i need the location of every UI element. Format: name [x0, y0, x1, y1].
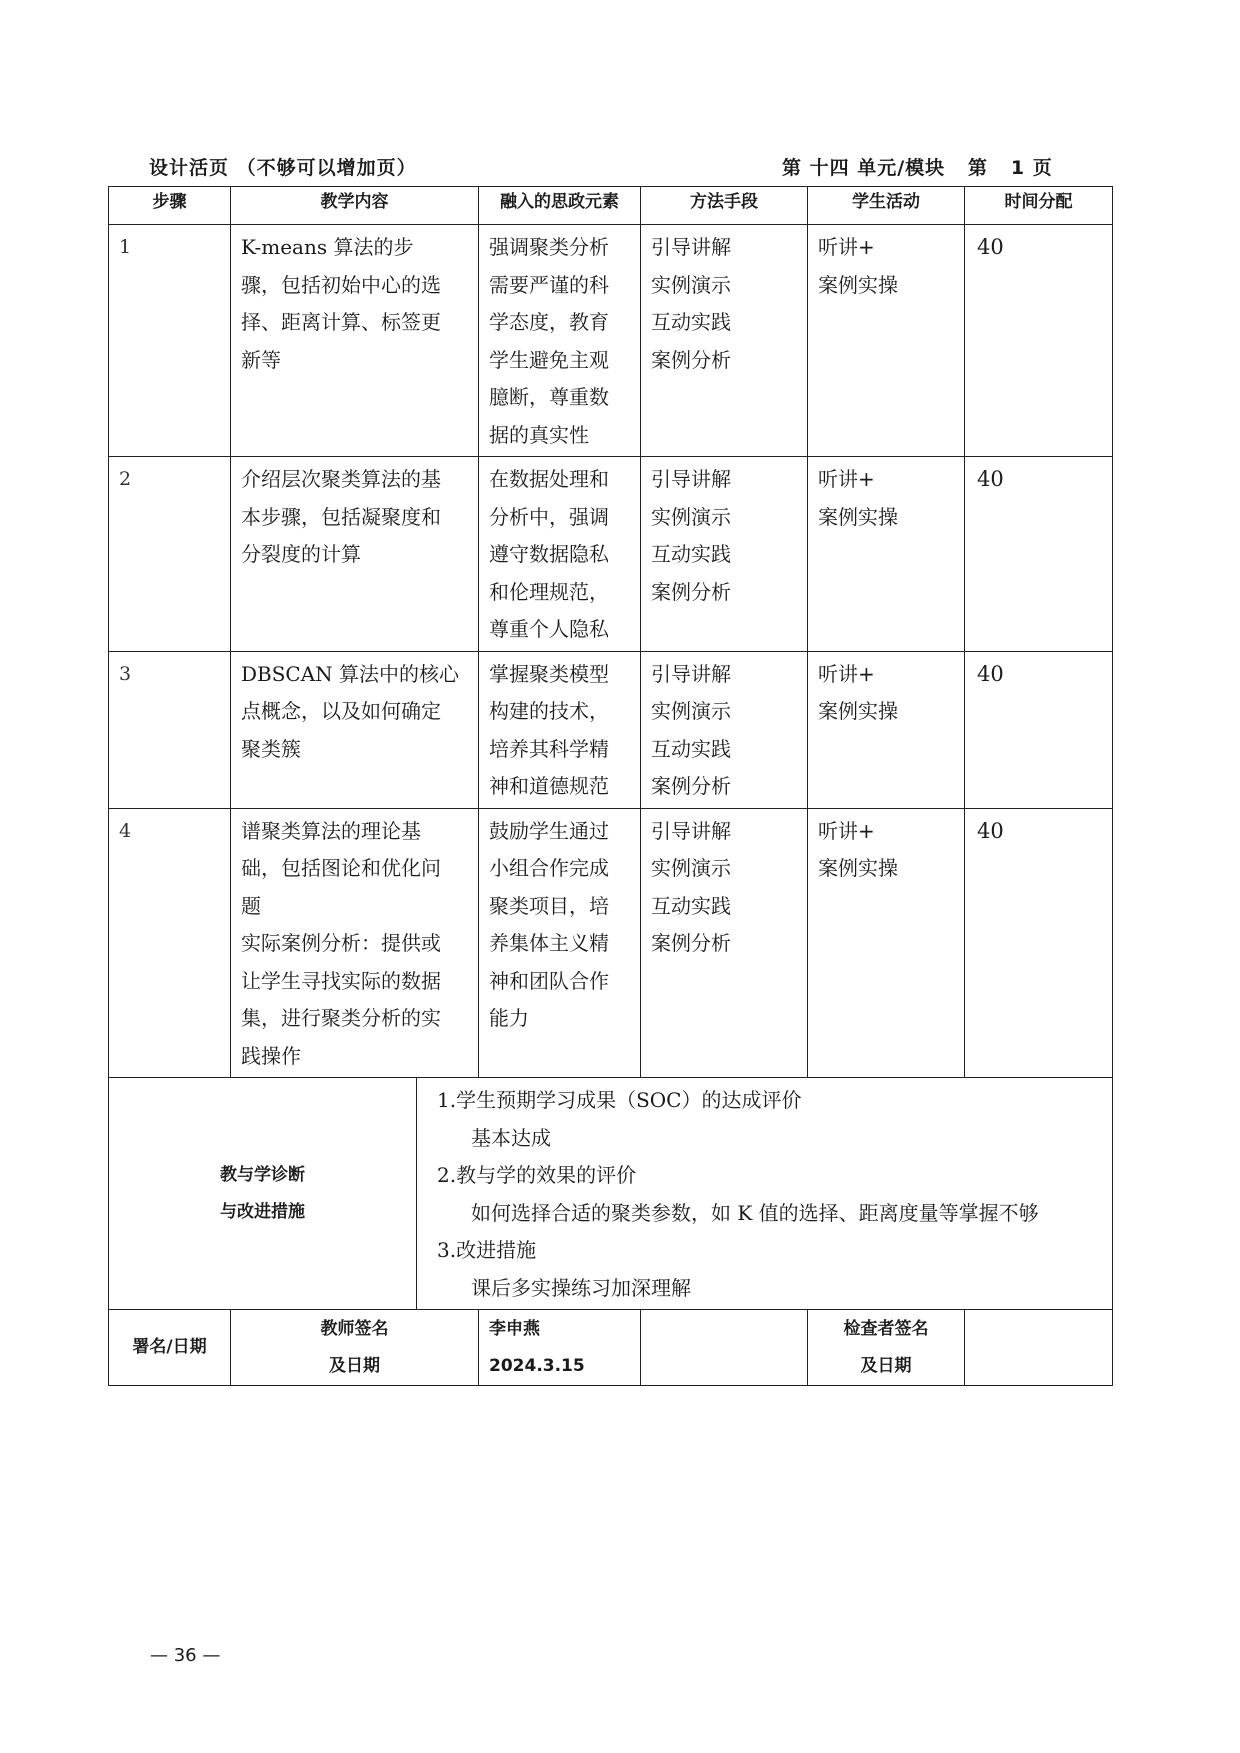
time-cell: 40: [965, 808, 1113, 1078]
time-cell: 40: [965, 651, 1113, 808]
page-header-unit: 第 十四 单元/模块 第 1 页: [782, 157, 1053, 179]
column-header-step: 步骤: [109, 187, 231, 225]
checker-signature-label: 检查者签名 及日期: [808, 1310, 965, 1386]
table-row: [109, 808, 1113, 1078]
table-row: [109, 651, 1113, 808]
table-row: [109, 457, 1113, 652]
step-cell: 1: [109, 225, 231, 457]
diagnosis-label: 教与学诊断 与改进措施: [109, 1078, 417, 1310]
ideology-cell: 强调聚类分析 需要严谨的科 学态度，教育 学生避免主观 臆断，尊重数 据的真实性: [479, 225, 641, 457]
content-cell: K-means 算法的步 骤，包括初始中心的选 择、距离计算、标签更 新等: [231, 225, 479, 457]
method-cell: 引导讲解 实例演示 互动实践 案例分析: [641, 457, 808, 652]
diagnosis-item-title: 1.学生预期学习成果（SOC）的达成评价: [437, 1088, 802, 1112]
page-header-title: 设计活页 （不够可以增加页）: [149, 157, 417, 179]
activity-cell: 听讲+ 案例实操: [808, 457, 965, 652]
column-header-method: 方法手段: [641, 187, 808, 225]
method-cell: 引导讲解 实例演示 互动实践 案例分析: [641, 225, 808, 457]
activity-cell: 听讲+ 案例实操: [808, 808, 965, 1078]
column-header-activity: 学生活动: [808, 187, 965, 225]
table-header-row: [109, 187, 1113, 225]
time-cell: 40: [965, 225, 1113, 457]
lesson-design-table: [108, 186, 1113, 1386]
signature-blank: [641, 1310, 808, 1386]
checker-signature-value: [965, 1310, 1113, 1386]
teacher-signature-value: 李申燕 2024.3.15: [479, 1310, 641, 1386]
method-cell: 引导讲解 实例演示 互动实践 案例分析: [641, 651, 808, 808]
diagnosis-item-text: 如何选择合适的聚类参数，如 K 值的选择、距离度量等掌握不够: [471, 1200, 1039, 1225]
method-cell: 引导讲解 实例演示 互动实践 案例分析: [641, 808, 808, 1078]
column-header-time: 时间分配: [965, 187, 1113, 225]
teacher-signature-label-part: 教师签名 及日期: [231, 1310, 479, 1386]
signature-label: 署名/日期: [109, 1310, 231, 1386]
diagnosis-item-title: 3.改进措施: [437, 1238, 537, 1262]
page-number: — 36 —: [150, 1645, 221, 1666]
diagnosis-item-title: 2.教与学的效果的评价: [437, 1163, 637, 1187]
activity-cell: 听讲+ 案例实操: [808, 225, 965, 457]
diagnosis-body: [417, 1078, 1113, 1310]
step-cell: 3: [109, 651, 231, 808]
ideology-cell: 鼓励学生通过 小组合作完成 聚类项目，培 养集体主义精 神和团队合作 能力: [479, 808, 641, 1078]
column-header-ideology: 融入的思政元素: [479, 187, 641, 225]
activity-cell: 听讲+ 案例实操: [808, 651, 965, 808]
table-row: [109, 225, 1113, 457]
ideology-cell: 掌握聚类模型 构建的技术， 培养其科学精 神和道德规范: [479, 651, 641, 808]
step-cell: 2: [109, 457, 231, 652]
signature-row: [109, 1310, 1113, 1386]
content-cell: DBSCAN 算法中的核心 点概念，以及如何确定 聚类簇: [231, 651, 479, 808]
diagnosis-item-text: 基本达成: [471, 1125, 551, 1150]
time-cell: 40: [965, 457, 1113, 652]
diagnosis-item-text: 课后多实操练习加深理解: [471, 1275, 691, 1300]
ideology-cell: 在数据处理和 分析中，强调 遵守数据隐私 和伦理规范， 尊重个人隐私: [479, 457, 641, 652]
diagnosis-row: [109, 1078, 1113, 1310]
step-cell: 4: [109, 808, 231, 1078]
column-header-content: 教学内容: [231, 187, 479, 225]
content-cell: 谱聚类算法的理论基 础，包括图论和优化问 题 实际案例分析：提供或 让学生寻找实际的数据 集，进行聚类分析的实 践操作: [231, 808, 479, 1078]
content-cell: 介绍层次聚类算法的基 本步骤，包括凝聚度和 分裂度的计算: [231, 457, 479, 652]
